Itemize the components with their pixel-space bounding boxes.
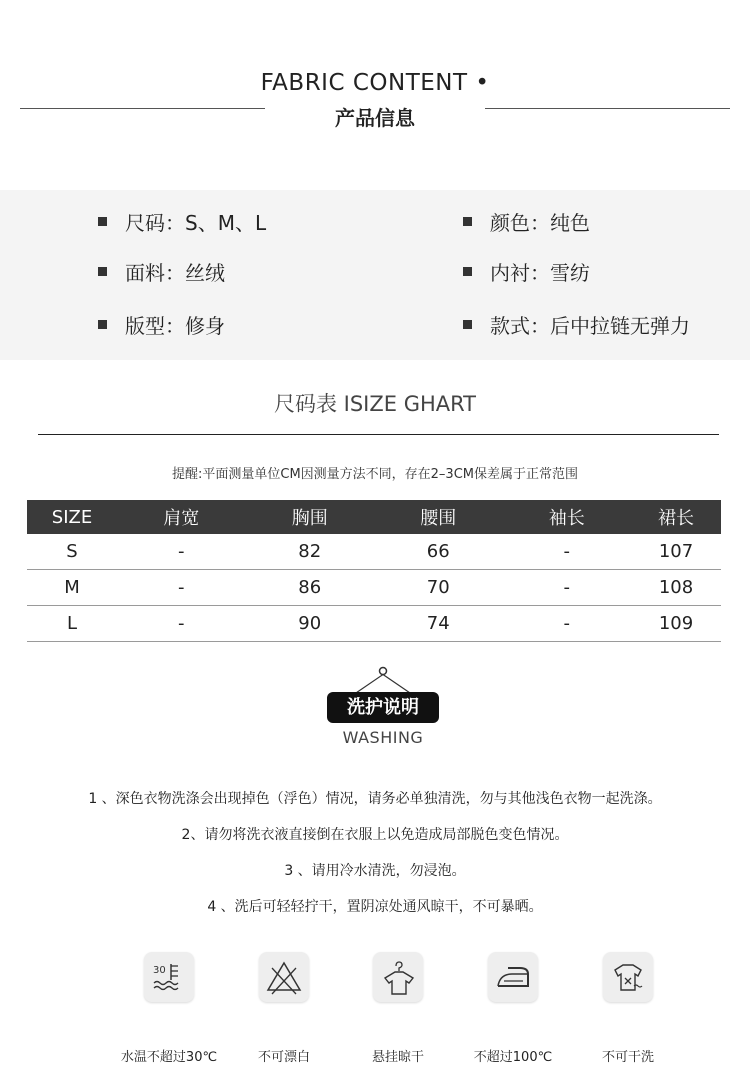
size-table	[27, 500, 721, 642]
wash-30-icon-graphic	[148, 956, 190, 998]
care-label: 不可漂白	[257, 1050, 310, 1065]
table-cell: 107	[631, 534, 721, 570]
table-cell: 66	[374, 534, 503, 570]
washing-badge: 洗护说明	[327, 692, 439, 723]
table-cell: -	[503, 606, 632, 642]
info-fit-text: 版型：修身	[125, 314, 225, 338]
table-cell: 82	[246, 534, 375, 570]
no-dry-clean-icon	[603, 952, 653, 1002]
fabric-content-title: FABRIC CONTENT •	[260, 70, 490, 96]
size-table-header: SIZE	[27, 500, 117, 534]
wash-30-icon	[144, 952, 194, 1002]
table-row	[27, 534, 721, 570]
washing-instruction-line: 1 、深色衣物洗涤会出现掉色（浮色）情况，请务必单独清洗，勿与其他浅色衣物一起洗涤。	[88, 791, 662, 807]
washing-instruction-line: 2、请勿将洗衣液直接倒在衣服上以免造成局部脱色变色情况。	[181, 827, 569, 843]
table-cell: -	[117, 606, 246, 642]
care-label: 悬挂晾干	[371, 1050, 424, 1065]
table-cell: 109	[631, 606, 721, 642]
table-cell: 86	[246, 570, 375, 606]
info-lining-text: 内衬：雪纺	[490, 261, 590, 285]
size-table-header-row	[27, 500, 721, 534]
washing-instruction-line: 4 、洗后可轻轻拧干，置阴凉处通风晾干，不可暴晒。	[207, 899, 543, 915]
info-fabric-text: 面料：丝绒	[125, 261, 225, 285]
care-label: 不可干洗	[601, 1050, 654, 1065]
info-size	[98, 207, 266, 236]
size-table-header: 肩宽	[117, 500, 246, 534]
info-fit	[98, 310, 225, 339]
table-cell: -	[503, 534, 632, 570]
table-cell: 108	[631, 570, 721, 606]
info-style	[463, 310, 690, 339]
table-cell: 74	[374, 606, 503, 642]
bullet-square-icon	[98, 267, 107, 276]
info-fabric	[98, 257, 225, 286]
bullet-square-icon	[98, 320, 107, 329]
info-color	[463, 207, 590, 236]
size-chart-note: 提醒:平面测量单位CM因测量方法不同，存在2–3CM保差属于正常范围	[171, 467, 578, 482]
table-row	[27, 570, 721, 606]
table-cell: 90	[246, 606, 375, 642]
iron-icon	[488, 952, 538, 1002]
bullet-square-icon	[463, 217, 472, 226]
table-cell: L	[27, 606, 117, 642]
care-label: 水温不超过30℃	[120, 1050, 218, 1065]
no-bleach-icon	[259, 952, 309, 1002]
washing-instruction-line: 3 、请用冷水清洗，勿浸泡。	[284, 863, 466, 879]
table-cell: 70	[374, 570, 503, 606]
size-table-header: 胸围	[246, 500, 375, 534]
size-chart-title: 尺码表 ISIZE GHART	[273, 392, 477, 416]
size-table-header: 裙长	[631, 500, 721, 534]
bullet-square-icon	[463, 267, 472, 276]
hanger-icon	[350, 662, 416, 696]
bullet-square-icon	[98, 217, 107, 226]
info-size-text: 尺码：S、M、L	[125, 211, 267, 235]
washing-title: WASHING	[342, 728, 424, 747]
info-color-text: 颜色：纯色	[490, 211, 590, 235]
table-cell: S	[27, 534, 117, 570]
wash-temp-text: 30	[153, 965, 166, 976]
table-row	[27, 606, 721, 642]
bullet-square-icon	[463, 320, 472, 329]
size-chart-divider	[38, 434, 719, 435]
table-cell: -	[117, 570, 246, 606]
product-info-title: 产品信息	[335, 106, 415, 130]
info-style-text: 款式：后中拉链无弹力	[490, 314, 690, 338]
table-cell: M	[27, 570, 117, 606]
info-lining	[463, 257, 590, 286]
size-table-header: 袖长	[503, 500, 632, 534]
table-cell: -	[117, 534, 246, 570]
hang-dry-icon	[373, 952, 423, 1002]
size-table-header: 腰围	[374, 500, 503, 534]
care-label: 不超过100℃	[473, 1050, 553, 1065]
table-cell: -	[503, 570, 632, 606]
